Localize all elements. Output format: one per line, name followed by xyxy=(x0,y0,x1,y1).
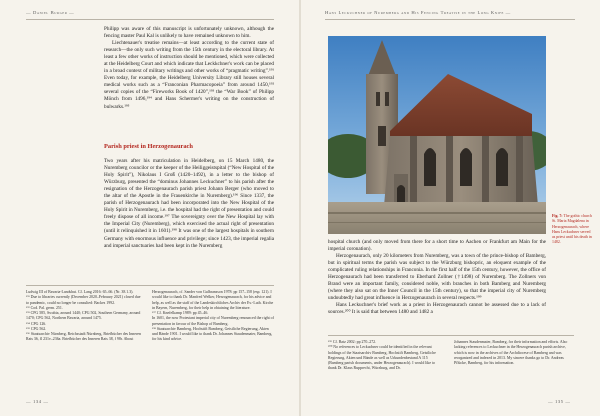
paragraph: Liechtenauer's treatise remains—at least according to the current state of research—the only such writing from the 15th century in the electoral library. At least a few other works of instruction should be mentioned, which were collected at the Heidelberg Court and which indicate that Leckkchner's work can be placed in a broad context of military writings and other works of “pragmatic writing”.¹⁹¹ Even today, for example, the Heidelberg University Library still houses several medical works such as a “Franconian Pharmacopoeia” from around 1450,¹⁹² several copies of the “Fireworks Book of 1420”,¹⁹³ the “War Book” of Philipp Mönch from 1496,¹⁹⁴ and Hans Schermer's writing on the construction of bulwarks.¹⁹⁵ xyxy=(104,40,274,110)
right-page-number: — 135 — xyxy=(548,399,571,404)
footnote: ¹⁹⁸ Staatsarchiv Bamberg, Hochstift Bamberg, Geistliche Regierung, Akten und Bände 1901. I would like to thank Dr. Johannes Staudenmaier, Bamberg, for his kind advice. xyxy=(152,326,273,342)
paragraph: Philipp was aware of this manuscript is unfortunately unknown, although the fencing master Paul Kal is unlikely to have remained unknown to him. xyxy=(104,26,274,40)
right-running-header: Hans Leckuchner of Nuremberg and His Fencing Treatise in the Long Knife — xyxy=(325,10,511,15)
left-running-header: — Daniel Burger — xyxy=(26,10,75,15)
right-footnote-rule xyxy=(328,335,574,336)
footnote: ²⁰⁰ No references to Leckuchner could be identified in the relevant holdings of the Staatsarchiv Bamberg, Hochstift Bamberg, Geistliche Regierung, Akten und Bände as well as Urkundenbestand A 115 (Bamberg parish documents, under Herzogenaurach). I would like to thank Dr. Klaus Rupprecht, Würzburg, and Dr. xyxy=(328,345,436,371)
left-page xyxy=(0,0,299,416)
left-header-rule xyxy=(26,19,274,20)
footnote: ¹⁹⁵ CPG 562. xyxy=(26,326,47,331)
footnote: Ludwig III of Bavaria-Landshut. Cf. Lang 2016: 65–66. (Nr. 38.1.3). xyxy=(26,290,134,294)
footnote: ¹⁹⁹ Cf. Batz 2002: pp 270–272. xyxy=(328,340,377,344)
footnote: In 1601, the now Protestant imperial city of Nuremberg renounced the right of presentation in favour of the Bishop of Bamberg. xyxy=(152,316,274,326)
right-body xyxy=(328,239,546,317)
footnote: Herzogenaurach, cf. Sander von Gulbransson 1978: pp 157–158 (esp. 121). I would like to thank Dr. Manfred Welker, Herzogenaurach, for his advice and help, as well as the staff of the Landeskirchliches Archiv der Ev.-Luth. Kirche in Bayern, Nuremberg, for their help in obtaining the literature. xyxy=(152,290,274,310)
right-footnotes-col2 xyxy=(454,340,574,366)
paragraph: Hans Leckuchner's brief work as a priest in Herzogenaurach cannot be assessed due to a lack of sources.²⁰⁰ It is said that between 1480 and 1482 a xyxy=(328,302,546,316)
paragraph: Two years after his matriculation in Heidelberg, on 15 March 1480, the Nuremberg councilor or the keeper of the Heiliggeistspital (“New Hospital of the Holy Spirit”), Nikolaus I Groß (1420–1492), in a letter to the bishop of Würzburg, presented the “dominus Johannes Leckuchner” to his parish after the resignation of the Herzogenaurach parish priest Johann Berger (who moved to the altar of the Apostle in the Frauenkirche in Nuremberg).¹⁹⁶ Since 1337, the parish of Herzogenaurach had been incorporated into the New Hospital of the Holy Spirit in Nuremberg, i.e. the hospital had the right of presentation and could freely dispose of all income.¹⁹⁷ The sovereignty over the New Hospital lay with the Imperial City (Nuremberg), which exercised the actual right of presentation (until it relinquished it in 1601).¹⁹⁸ It was one of the largest hospitals in southern Germany with enormous influence and privilege; since 1423, the imperial regalia and imperial sanctuaries had been kept in the Nuremberg xyxy=(104,158,274,249)
left-footnotes-col1 xyxy=(26,290,142,343)
footnote: ¹⁹³ CPG 585, Swabia, around 1440; CPG 502, Southern Germany, around 1470; CPG 562, Northern Bavaria, around 1475. xyxy=(26,311,141,321)
footnote: ¹⁹⁷ Cf. Knefelkamp 1989: pp 45–46. xyxy=(152,311,209,315)
paragraph: hospital church (and only moved from there for a short time to Aachen or Frankfurt am Main for the imperial coronation). xyxy=(328,239,546,253)
right-footnotes-col1 xyxy=(328,340,444,372)
footnote: ¹⁹² Cod. Pal. germ. 251. xyxy=(26,305,63,310)
right-header-rule xyxy=(325,19,575,20)
left-body-top xyxy=(104,26,274,111)
figure-label: Fig. 7: xyxy=(552,214,563,218)
section-heading: Parish priest in Herzogenaurach xyxy=(104,143,193,150)
footnote: Johannes Staudenmaier, Bamberg, for their information and efforts. Also lacking references to Leckuchner in the Herzogenaurach parish archive, which is now in the archives of the Archdiocese of Bamberg and was reorganized and indexed in 2013. My sincere thanks go to Dr. Andreas Pflücke, Bamberg, for his information. xyxy=(454,340,568,365)
figure-caption-text: The gothic church St. Maria Magdalena in Herzogenaurach, where Hans Leckuchner served as priest until his death in 1482. xyxy=(552,214,592,245)
church-illustration xyxy=(328,36,546,234)
left-footnote-rule xyxy=(26,285,274,286)
left-body-bottom xyxy=(104,158,274,250)
footnote: ¹⁹⁶ Staatsarchiv Nürnberg, Reichsstadt Nürnberg, Briefbücher des Inneren Rats 36, fl 231v–236a. Briefbücher des Inneren Rats 38, f 98r. About xyxy=(26,332,141,342)
paragraph: Herzogenaurach, only 20 kilometers from Nuremberg, was a town of the prince-bishop of Bamberg, but in spiritual terms the parish was subject to the Würzburg bishopric, an eloquent example of the complicated ruling relationships in Franconia. In the first half of the 15th century, however, the office of Herzogenaurach had been transferred to Eberhard Zollner (†1498) of Nuremberg. The Zollners von Brand were an important family, considered noble, with branches in both Bamberg and Nuremberg (where they also sat on the Inner Council in the 15th century), so that the imperial city of Nuremberg undoubtedly had great influence in Herzogenaurach in several respects.¹⁹⁹ xyxy=(328,253,546,302)
left-footnotes-col2 xyxy=(152,290,274,343)
footnote: ¹⁹¹ Due to libraries currently (December 2020–February 2021) closed due to pandemic, could no longer be consulted: Backes 1992. xyxy=(26,295,141,305)
left-page-number: — 134 — xyxy=(26,399,49,404)
church-photo xyxy=(328,36,546,234)
figure-caption xyxy=(552,214,592,246)
footnote: ¹⁹⁴ CPG 126. xyxy=(26,321,47,326)
